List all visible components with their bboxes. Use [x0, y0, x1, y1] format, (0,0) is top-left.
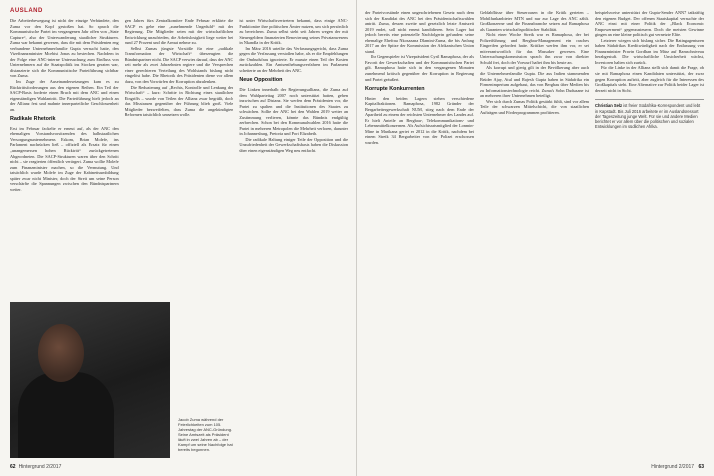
author-name: Christian Selz — [595, 103, 623, 109]
section-tag: AUSLAND — [10, 8, 43, 14]
paragraph: Selbst Zumas jüngste Vorstöße für eine „radikale Transformation der Wirtschaft“ überzeugten die Bündnispartner nicht. Die SACP verwies darauf, dass der ANC seit mehr als zwei Jahrzehnten regiere und die Versprechen einer gerechteren Verteilung des Wohlstands bislang nicht eingelöst habe. Die Rhetorik des Präsidenten diene vor allem dazu, von den Vorwürfen der Korruption abzulenken. — [124, 45, 234, 85]
subheading: Neue Opposition — [239, 77, 283, 84]
author-bio — [595, 99, 704, 129]
subheading: Radikale Rhetorik — [10, 116, 56, 123]
paragraph: gen Jahres fürs Zentralkomitee Ende Februar erklärte die SACP es gebe eine „zunehmende Ungeduld“ mit der Regierung. Die Mitglieder seien mit der wirtschaftlichen Entwicklung unzufrieden, die Arbeitslosigkeit liege weiter bei rund 27 Prozent und die Armut nehme zu. — [124, 18, 234, 46]
right-page — [357, 0, 714, 476]
paragraph: beispielsweise unterstützt der Gupta-Sender ANN7 tatkräftig den eigenen Budget. Der offenen Staatskapital versuchte der ANC einst mit einer Politik der „Black Economic Empowerment“ gegenzusteuern. Doch die meisten Gewinne gingen an eine kleine politisch gut vernetzte Elite. — [595, 10, 704, 38]
page-number: 63 — [698, 464, 704, 470]
paragraph: Letzterer wiegen sich bislang sicher. Die Ratingagenturen haben Südafrikas Kreditwürdigkeit nach der Entlassung von Finanzminister Pravin Gordhan im März auf Ramschniveau herabgestuft. Die wirtschaftliche Unsicherheit wächst, Investoren halten sich zurück. — [595, 37, 704, 65]
zuma-photo — [10, 302, 170, 458]
paragraph: der Parteivorstände einen ungeschriebenen Gesetz nach dem sich der Kandidat des ANC bei den Präsidentschaftswahlen antritt. Zuma, dessen zweite und gesetzlich letzte Amtszeit 2019 endet, soll nicht erneut kandidieren. Sein Lager hat jedoch bereits eine potenzielle Nachfolgerin gefunden: seine ehemalige Ehefrau Nkosazana Dlamini-Zuma, die bis Anfang 2017 an der Spitze der Kommission der Afrikanischen Union stand. — [365, 10, 474, 54]
author-bio-text: ist freier Südafrika-Korrespondent und lebt in Kapstadt. Bis Juli 2016 arbeitete er im Auslandsressort der Tageszeitung junge Welt. Für sie und andere Medien berichtet er vor allem über die politischen und sozialen Entwicklungen im südlichen Afrika. — [595, 103, 701, 130]
photo-figure-face — [38, 324, 84, 382]
paragraph: Nicht einer Woche Streik war es Ramaphosa, der bei Polizeiführung und Bergbau-Management ein rasches Eingreifen gefordert hatte. Kritiker werfen ihm vor, er sei mitverantwortlich für das Massaker gewesen. Eine Untersuchungskommission sprach ihn zwar von direkter Schuld frei, doch der Vorwurf haftet ihm bis heute an. — [480, 32, 589, 65]
paragraph: Ihr Gegenspieler ist Vizepräsident Cyril Ramaphosa, der als Favorit der Gewerkschaften und der Kommunistischen Partei gilt. Ramaphosa hatte sich in den vergangenen Monaten zunehmend kritisch gegenüber der Korruption in Regierung und Partei geäußert. — [365, 54, 474, 82]
publication-label: Hintergrund 2/2017 — [18, 464, 62, 470]
paragraph: Die Linken innerhalb der Regierungsallianz, die Zuma auf dem Wahlparteitag 2007 noch unterstützt hatten, gehen inzwischen auf Distanz. Sie werfen dem Präsidenten vor, die Partei zu spalten und die Institutionen des Staates zu schwächen. Sollte der ANC bei den Wahlen 2019 weiter an Zustimmung verlieren, könnte das Bündnis endgültig zerbrechen. Schon bei den Kommunalwahlen 2016 hatte die Partei in mehreren Metropolen die Mehrheit verloren, darunter in Johannesburg, Pretoria und Port Elizabeth. — [239, 87, 349, 137]
paragraph: Im März 2016 urteilte das Verfassungsgericht, dass Zuma gegen die Verfassung verstoßen habe, als er die Empfehlungen der Ombudsfrau ignorierte. Er musste einen Teil der Kosten zurückzahlen. Ein Amtsenthebungsverfahren im Parlament scheiterte an der Mehrheit des ANC. — [239, 45, 349, 73]
paragraph: Geldabflüsse über Steueroasen in die Kritik gerieten – Mobilfunkanbieter MTN und nur zur Lage des ANC zählt. Großkonzerne und die Finanzbranche setzen auf Ramaphosa als Garanten wirtschaftspolitischer Stabilität. — [480, 10, 589, 32]
photo-figure-body — [18, 372, 114, 458]
photo-caption: Jacob Zuma während der Feierlichkeiten zum 105. Jahrestag der ANC-Gründung. Seine Amtszeit als Präsident läuft in zwei Jahren ab – der Kampf um seine Nachfolge hat bereits begonnen. — [178, 417, 233, 452]
publication-label: Hintergrund 2/2017 — [651, 464, 695, 470]
paragraph: Als korrupt und gierig gilt in der Bevölkerung aber auch die Unternehmerfamilie Gupta. Die aus Indien stammenden Brüder Ajay, Atul und Rajesh Gupta haben in Südafrika ein Firmenimperium aufgebaut, das von Bergbau über Medien bis zu Informationstechnologie reicht. Zuma's Sohn Duduzane ist an mehreren ihrer Unternehmen beteiligt. — [480, 65, 589, 99]
paragraph: Die Arbeiterbewegung ist nicht der einzige Verbündete, den Zuma vor den Kopf gestoßen hat. So sprach die Kommunistische Partei im vergangenen Jahr offen von „State Capture“, also der Unterwanderung staatlicher Strukturen. Zuma war bekannt gewesen, dass die mit dem Präsidenten eng verbundene Unternehmerfamilie Gupta versucht hatte, den Vizefinanzminister Mcebisi Jonas zu bestechen. Nachdem in der Folge eine ANC-interne Untersuchung zum Einfluss von Unternehmern auf die Staatspolitik ins Stocken geraten war, distanzierte sich die Kommunistische Parteiführung sichtbar von Zuma. — [10, 18, 119, 79]
paragraph: Die radikale Haltung einiger Teile der Opposition und die Unzufriedenheit der Gewerkschaftsbasis haben die Diskussion über einen eigenständigen Weg neu entfacht. — [239, 136, 349, 154]
page-number: 62 — [10, 464, 16, 470]
paragraph: Wer sich durch Zumas Politik gestärkt fühlt, sind vor allem Teile der schwarzen Mittelschicht, die von staatlichen Aufträgen und Förderprogrammen profitieren. — [480, 98, 589, 115]
paragraph: Erst im Februar fackelte er erneut auf, als der ANC den ehemaligen Vorstandsvorsitzenden des halbstaatlichen Versorgungsunternehmens Eskom, Brian Molefe, ins Parlament nachrücken ließ – offiziell als Ersatz für einen „unangemessen hohen Rücktritt“ zurückgetretenen Abgeordneten. Die SACP-Strukturen waren über den Schritt nicht – sie reagierten öffentlich verärgert. Zuma wollte Molefe zum Finanzminister machen, so die Vermutung. Und tatsächlich wurde Molefe im Zuge der Kabinettsumbildung später zwar nicht Minister, doch der Streit um seine Person verschärfte die Spannungen zwischen den Bündnispartnern weiter. — [10, 125, 119, 192]
paragraph: ist unter Wirtschaftsvertretern bekannt, dass einige ANC-Funktionäre ihre politischen Ämter nutzen, um sich persönlich zu bereichern. Zuma selbst steht seit Jahren wegen der mit Steuergeldern finanzierten Renovierung seines Privatanwesens in Nkandla in der Kritik. — [239, 18, 349, 46]
right-col-1 — [365, 10, 474, 458]
page-folio-left — [10, 464, 61, 470]
right-col-3 — [595, 10, 704, 458]
paragraph: Im Zuge der Auseinandersetzungen kam es zu Rücktrittsforderungen aus den eigenen Reihen. Ein Teil der SACP-Basis forderte einen Bruch mit dem ANC und einen eigenständigen Wahlantritt. Die Parteiführung hielt jedoch an der Allianz fest und mahnte innerparteiliche Geschlossenheit an. — [10, 79, 119, 112]
page-folio-right — [651, 464, 704, 470]
right-page-columns — [365, 10, 704, 458]
right-col-2 — [480, 10, 589, 458]
left-col-3 — [239, 18, 348, 458]
paragraph: Die Reduzierung auf „Rechts, Kontrolle und Lenkung der Wirtschaft“ – kurz: Schritte in Richtung eines staatlichen Eingriffs – wurde von Teilen der Allianz zwar begrüßt, doch das Misstrauen gegenüber der Führung blieb groß. Viele Mitglieder bezweifelten, dass Zuma die angekündigten Reformen tatsächlich umsetzen wolle. — [124, 84, 234, 118]
paragraph: Hinter den beiden Lagern stehen verschiedene Kapitalfraktionen. Ramaphosa, 1982 Gründer der Bergarbeitergewerkschaft NUM, stieg nach dem Ende der Apartheid zu einem der reichsten Unternehmer des Landes auf. Er hielt Anteile an Bergbau-, Telekommunikations- und Lebensmittelkonzernen. Als Aufsichtsratsmitglied der Lonmin-Mine in Marikana geriet er 2012 in die Kritik, nachdem bei einem Streik 34 Bergarbeiter von der Polizei erschossen wurden. — [365, 95, 474, 146]
subheading: Korrupte Konkurrenten — [365, 86, 425, 93]
paragraph: Für die Linke in der Allianz stellt sich damit die Frage, ob sie mit Ramaphosa einen Kandidaten unterstützt, der zwar gegen Korruption auftritt, aber zugleich für die Interessen des Großkapitals steht. Eine Alternative zur Politik beider Lager ist derzeit nicht in Sicht. — [595, 65, 704, 93]
